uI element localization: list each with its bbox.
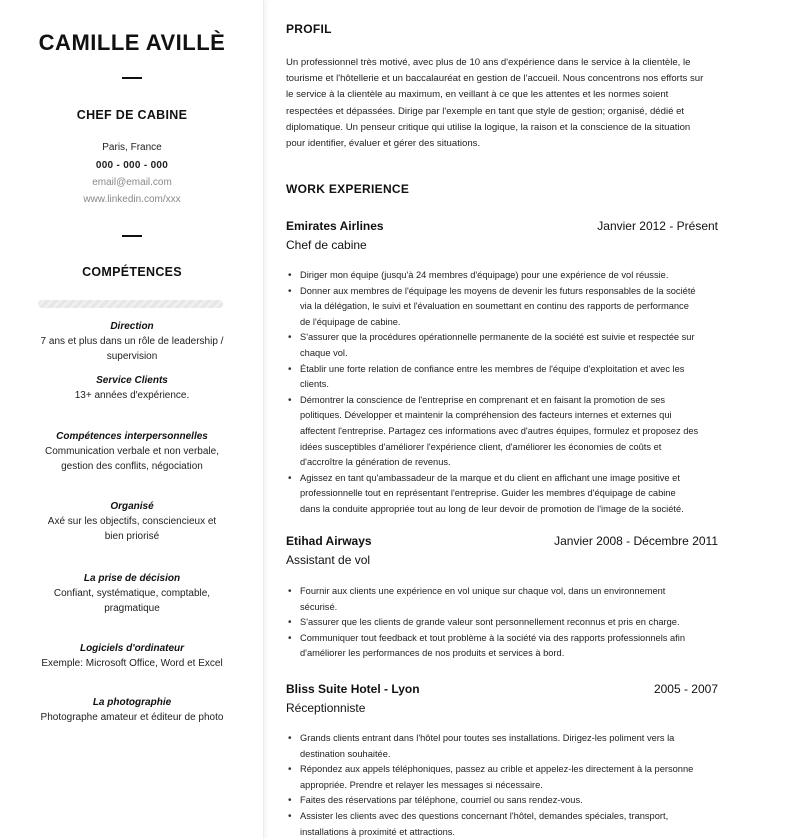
profile-text (286, 55, 718, 152)
skill-desc: Communication verbale et non verbale, (45, 446, 219, 457)
job-entry (286, 534, 718, 567)
skill-name: Logiciels d'ordinateur (79, 643, 185, 654)
job-title: Chef de cabine (286, 238, 367, 252)
job-bullets (286, 268, 718, 518)
bullet-item: • Assister les clients avec des questions concernant l'hôtel, demandes spéciales, transport, installations à proximité et attractions. (286, 809, 718, 839)
bullet-item: • Établir une forte relation de confiance entre les membres de l'équipe d'exploitation et avec les clients. (286, 362, 718, 393)
skill-desc: Photographe amateur et éditeur de photo (40, 712, 224, 723)
work-experience-title: WORK EXPERIENCE (286, 182, 410, 196)
sidebar (0, 0, 264, 839)
bullet-item: • S'assurer que les clients de grande valeur sont personnellement reconnus et pris en charge. (286, 615, 718, 631)
job-dates: Janvier 2012 - Présent (597, 219, 718, 233)
skill-item (30, 695, 234, 725)
company-name: Bliss Suite Hotel - Lyon (286, 682, 420, 696)
skill-desc: supervision (106, 351, 158, 362)
company-name: Emirates Airlines (286, 219, 384, 233)
bullet-item: • Grands clients entrant dans l'hôtel pour toutes ses installations. Dirigez-les poliment vers la destination souhaitée. (286, 731, 718, 762)
skill-desc: Exemple: Microsoft Office, Word et Excel (41, 658, 223, 669)
skill-name: Service Clients (96, 375, 168, 386)
skills-title: COMPÉTENCES (82, 265, 182, 279)
skill-name: Organisé (110, 501, 154, 512)
bullet-item: • Répondez aux appels téléphoniques, passez au crible et appelez-les directement à la personne appropriée. Prendre et relayer les messages si nécessaire. (286, 762, 718, 793)
skill-item (30, 429, 234, 474)
job-role: CHEF DE CABINE (76, 108, 188, 122)
person-name: CAMILLE AVILLÈ (38, 30, 226, 55)
divider (122, 77, 142, 79)
profile-title: PROFIL (286, 22, 332, 36)
phone: 000 - 000 - 000 (95, 160, 169, 171)
skill-name: La photographie (92, 697, 172, 708)
skill-name: Direction (110, 321, 154, 332)
skill-desc: Confiant, systématique, comptable, (53, 588, 211, 599)
skill-desc: 7 ans et plus dans un rôle de leadership / (40, 336, 224, 347)
bullet-item: • S'assurer que la procédures opérationnelle permanente de la société est suivie et respectée sur chaque vol. (286, 330, 718, 361)
skill-desc: Axé sur les objectifs, consciencieux et (47, 516, 217, 527)
job-bullets (286, 731, 718, 839)
profile-line: Un professionnel très motivé, avec plus de 10 ans d'expérience dans le service à la clientèle, le (286, 57, 691, 68)
bullet-item: • Agissez en tant qu'ambassadeur de la marque et du client en affichant une image positive et professionnelle tout en représentant l'entreprise. Guider les membres d'équipage de cabine dans la conduite appropriée tout au long de leur devoir de promotion de l'image de la société. (286, 471, 718, 518)
job-dates: 2005 - 2007 (653, 682, 718, 696)
skill-desc: 13+ années d'expérience. (74, 390, 190, 401)
skill-name: La prise de décision (83, 573, 181, 584)
skill-desc: pragmatique (104, 603, 160, 614)
email: email@email.com (92, 177, 172, 188)
profile-line: tourisme et l'hôtellerie et un baccalauréat en gestion de l'accueil. Nous concentrons nos efforts sur (286, 73, 704, 85)
profile-line: respectées et dépassées. Dirige par l'exemple en tant que style de gestion; organisé, dédié et (286, 105, 685, 117)
job-title: Réceptionniste (286, 701, 366, 715)
skill-item (30, 373, 234, 403)
skill-bar (38, 300, 223, 308)
location: Paris, France (102, 142, 162, 153)
skill-item (30, 319, 234, 364)
skill-name: Compétences interpersonnelles (56, 431, 208, 442)
company-name: Etihad Airways (286, 534, 372, 548)
job-entry (286, 682, 718, 715)
bullet-item: • Diriger mon équipe (jusqu'à 24 membres d'équipage) pour une expérience de vol réussie. (286, 268, 718, 284)
skill-item (30, 499, 234, 544)
skill-item (30, 571, 234, 616)
bullet-item: • Fournir aux clients une expérience en vol unique sur chaque vol, dans un environnement sécurisé. (286, 584, 718, 615)
divider (122, 235, 142, 237)
bullet-item: • Démontrer la conscience de l'entreprise en comprenant et en faisant la promotion de ses politiques. Développer et maintenir la compréhension des facteurs internes et externes qui affectent l'entreprise. Partagez ces informations avec d'autres équipes, formulez et proposez des idées susceptibles d'améliorer l'expérience client, d'améliorer les économies de coûts et d'accroître la génération de revenus. (286, 393, 718, 471)
job-entry (286, 219, 718, 252)
bullet-item: • Donner aux membres de l'équipage les moyens de devenir les futurs responsables de la société via la délégation, le suivi et l'évaluation en soumettant en continu des rapports de performance de l'équipage de cabine. (286, 284, 718, 331)
profile-line: diplomatique. Un penseur critique qui utilise la logique, la raison et la conscience de la situation (286, 121, 691, 133)
skill-item (30, 641, 234, 671)
profile-line: pour identifier, évaluer et gérer des situations. (286, 138, 481, 150)
skill-desc: gestion des conflits, négociation (61, 461, 203, 472)
bullet-item: • Faites des réservations par téléphone, courriel ou sans rendez-vous. (286, 793, 718, 809)
job-bullets (286, 584, 718, 662)
job-dates: Janvier 2008 - Décembre 2011 (554, 534, 718, 548)
profile-line: le service à la clientèle au maximum, en veillant à ce que les attentes et les normes soient (286, 89, 669, 101)
skill-desc: bien priorisé (104, 531, 160, 542)
job-title: Assistant de vol (286, 553, 371, 567)
bullet-item: • Communiquer tout feedback et tout problème à la société via des rapports professionnels afin d'améliorer les performances de nos produits et services à bord. (286, 631, 718, 662)
linkedin: www.linkedin.com/xxx (83, 194, 181, 205)
